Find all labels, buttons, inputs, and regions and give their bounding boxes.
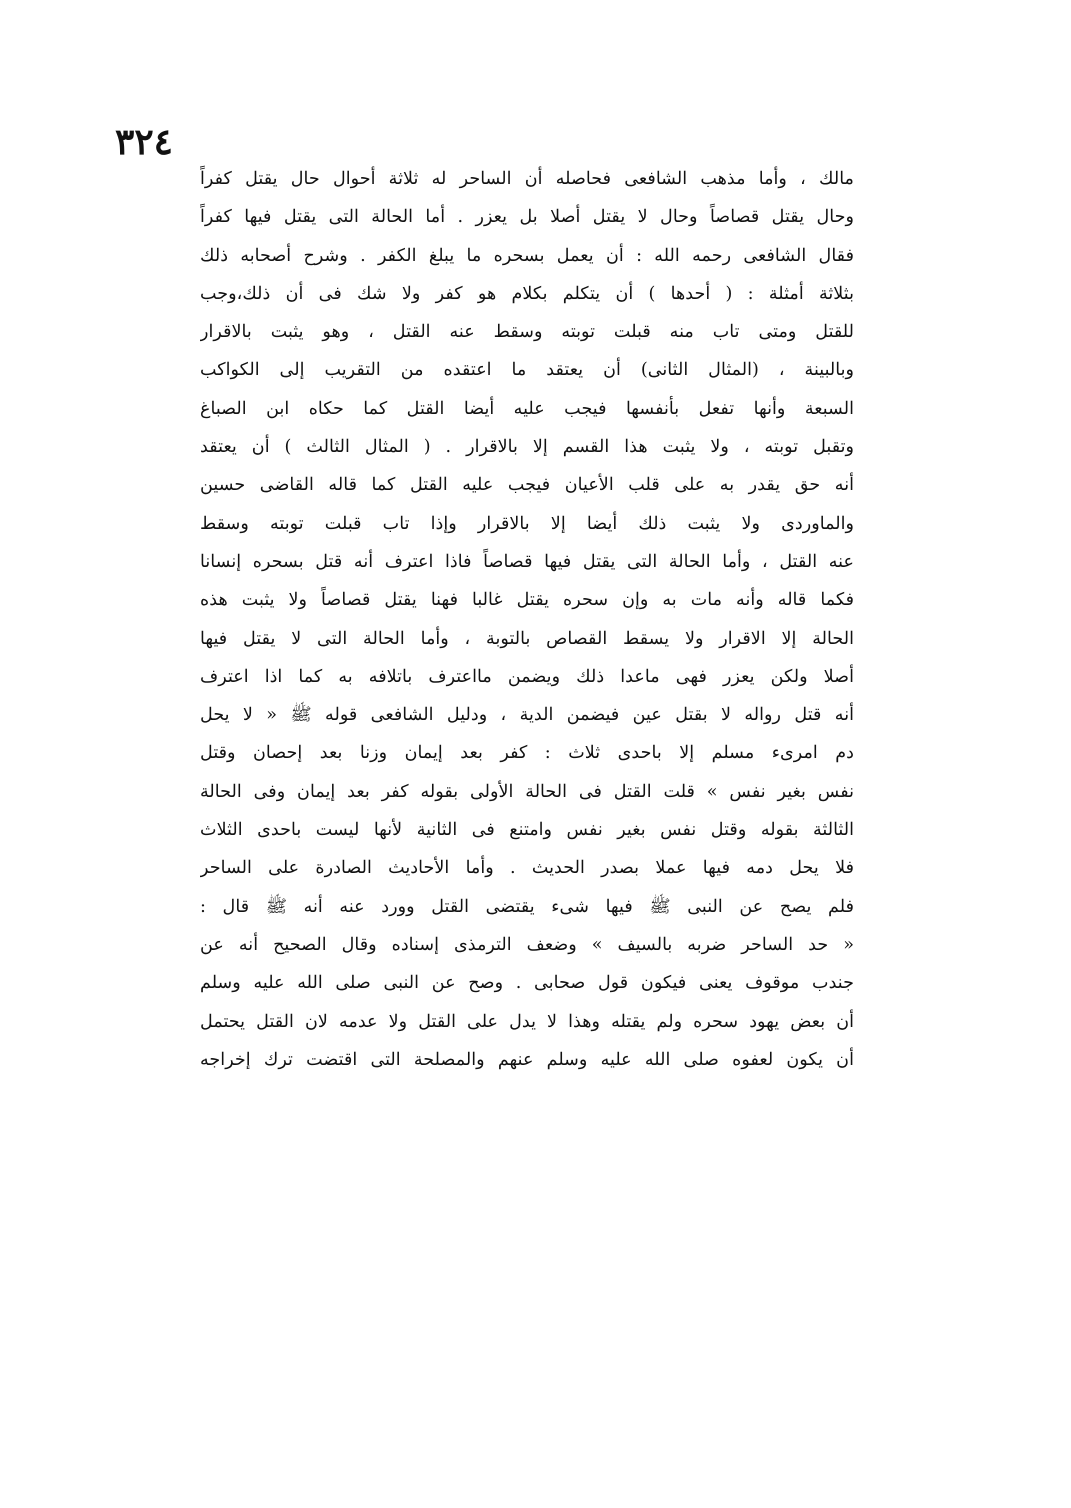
text-line: أنه قتل رواله لا بقتل عين فيضمن الدية ، ودليل الشافعى قوله ﷺ « لا يحل: [200, 705, 854, 726]
text-line: أنه حق يقدر به على قلب الأعيان فيجب عليه القتل كما قاله القاضى حسين: [200, 475, 854, 496]
text-line: « حد الساحر ضربه بالسيف » وضعف الترمذى إسناده وقال الصحيح أنه عن: [200, 934, 854, 955]
text-line: دم امرىء مسلم إلا باحدى ثلاث : كفر بعد إيمان وزنا بعد إحصان وقتل: [200, 743, 854, 764]
text-line: نفس بغير نفس » قلت القتل فى الحالة الأولى بقوله كفر بعد إيمان وفى الحالة: [200, 781, 854, 802]
body-text: [200, 160, 854, 1079]
page-number: ٣٢٤: [115, 121, 174, 163]
text-line: الثالثة بقوله وقتل نفس بغير نفس وامتنع فى الثانية لأنها ليست باحدى الثلاث: [200, 820, 854, 841]
text-line: فلا يحل دمه فيها عملا بصدر الحديث . وأما الأحاديث الصادرة على الساحر: [200, 858, 854, 879]
text-line: عنه القتل ، وأما الحالة التى يقتل فيها قصاصاً فاذا اعترف أنه قتل بسحره إنسانا: [200, 551, 854, 572]
text-line: فكما قاله وأنه مات به وإن سحره يقتل غالبا فهنا يقتل قصاصاً ولا يثبت هذه: [200, 590, 854, 611]
text-line: الحالة إلا الاقرار ولا يسقط القصاص بالتوبة ، وأما الحالة التى لا يقتل فيها: [200, 628, 854, 649]
text-line: فلم يصح عن النبى ﷺ فيها شىء يقتضى القتل وورد عنه أنه ﷺ قال :: [200, 896, 854, 917]
text-line: والماوردى ولا يثبت ذلك أيضا إلا بالاقرار وإذا تاب قبلت توبته وسقط: [200, 513, 854, 534]
text-line: أصلا ولكن يعزر فهى ماعدا ذلك ويضمن مااعترف باتلافه به كما اذا اعترف: [200, 666, 854, 687]
text-line: أن بعض يهود سحره ولم يقتله وهذا لا يدل على القتل ولا عدمه لان القتل يحتمل: [200, 1011, 854, 1032]
text-line: مالك ، وأما مذهب الشافعى فحاصله أن الساحر له ثلاثة أحوال حال يقتل كفراً: [200, 169, 854, 189]
text-line: أن يكون لعفوه صلى الله عليه وسلم عنهم والمصلحة التى اقتضت ترك إخراجه: [200, 1049, 854, 1070]
text-line: للقتل ومتى تاب منه قبلت توبته وسقط عنه القتل ، وهو يثبت بالاقرار: [200, 322, 854, 343]
text-line: بثلاثة أمثلة : ( أحدها ) أن يتكلم بكلام هو كفر ولا شك فى أن ذلك،وجب: [200, 283, 854, 304]
text-line: فقال الشافعى رحمه الله : أن يعمل بسحره ما يبلغ الكفر . وشرح أصحابه ذلك: [200, 245, 854, 266]
text-line: وحال يقتل قصاصاً وحال لا يقتل أصلا بل يعزر . أما الحالة التى يقتل فيها كفراً: [200, 207, 854, 228]
text-line: وبالبينة ، (المثال الثانى) أن يعتقد ما اعتقده من التقريب إلى الكواكب: [200, 360, 854, 381]
text-line: جندب موقوف يعنى فيكون قول صحابى . وصح عن النبى صلى الله عليه وسلم: [200, 973, 854, 994]
text-line: السبعة وأنها تفعل بأنفسها فيجب عليه أيضا القتل كما حكاه ابن الصباغ: [200, 398, 854, 419]
text-line: وتقبل توبته ، ولا يثبت هذا القسم إلا بالاقرار . ( المثال الثالث ) أن يعتقد: [200, 437, 854, 458]
